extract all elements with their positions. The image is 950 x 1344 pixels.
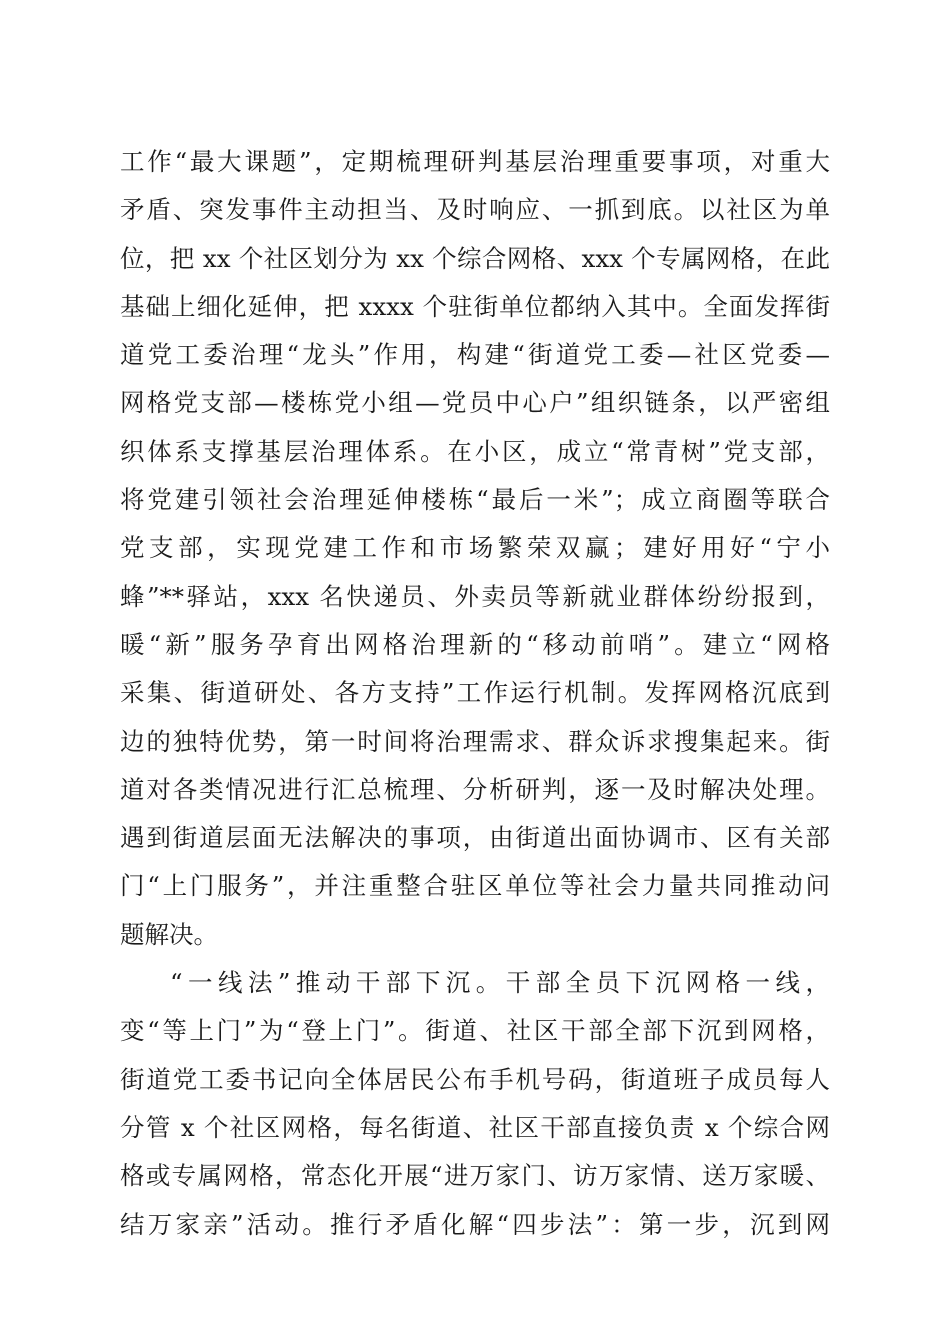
text-line: 道对各类情况进行汇总梳理、分析研判，逐一及时解决处理。 [120,774,830,804]
text-line: 结万家亲”活动。推行矛盾化解“四步法”：第一步，沉到网 [120,1209,830,1239]
text-line: 道党工委治理“龙头”作用，构建“街道党工委—社区党委— [120,340,830,370]
text-line: 门“上门服务”，并注重整合驻区单位等社会力量共同推动问 [120,871,830,901]
text-line: 织体系支撑基层治理体系。在小区，成立“常青树”党支部， [120,436,830,466]
text-line: 变“等上门”为“登上门”。街道、社区干部全部下沉到网格， [120,1016,830,1046]
text-line: 暖“新”服务孕育出网格治理新的“移动前哨”。建立“网格 [120,629,830,659]
text-line: 蜂”**驿站，xxx 名快递员、外卖员等新就业群体纷纷报到， [120,581,830,611]
body-text [120,138,830,1249]
text-line: 位，把 xx 个社区划分为 xx 个综合网格、xxx 个专属网格，在此 [120,243,830,273]
paragraph-start-line: “一线法”推动干部下沉。干部全员下沉网格一线， [170,968,830,998]
text-line: 工作“最大课题”，定期梳理研判基层治理重要事项，对重大 [120,147,830,176]
text-line: 遇到街道层面无法解决的事项，由街道出面协调市、区有关部 [120,823,830,853]
text-line: 党支部，实现党建工作和市场繁荣双赢；建好用好“宁小 [120,533,830,563]
text-line: 采集、街道研处、各方支持”工作运行机制。发挥网格沉底到 [120,678,830,708]
text-line: 基础上细化延伸，把 xxxx 个驻街单位都纳入其中。全面发挥街 [120,291,830,321]
text-line: 网格党支部—楼栋党小组—党员中心户”组织链条，以严密组 [120,388,830,418]
text-line: 边的独特优势，第一时间将治理需求、群众诉求搜集起来。街 [120,726,830,756]
text-line: 街道党工委书记向全体居民公布手机号码，街道班子成员每人 [120,1064,830,1094]
paragraph-end-line: 题解决。 [120,919,218,949]
text-line: 将党建引领社会治理延伸楼栋“最后一米”；成立商圈等联合 [120,485,830,515]
text-line: 矛盾、突发事件主动担当、及时响应、一抓到底。以社区为单 [120,195,830,225]
text-line: 格或专属网格，常态化开展“进万家门、访万家情、送万家暖、 [120,1161,830,1191]
text-line: 分管 x 个社区网格，每名街道、社区干部直接负责 x 个综合网 [120,1112,830,1142]
